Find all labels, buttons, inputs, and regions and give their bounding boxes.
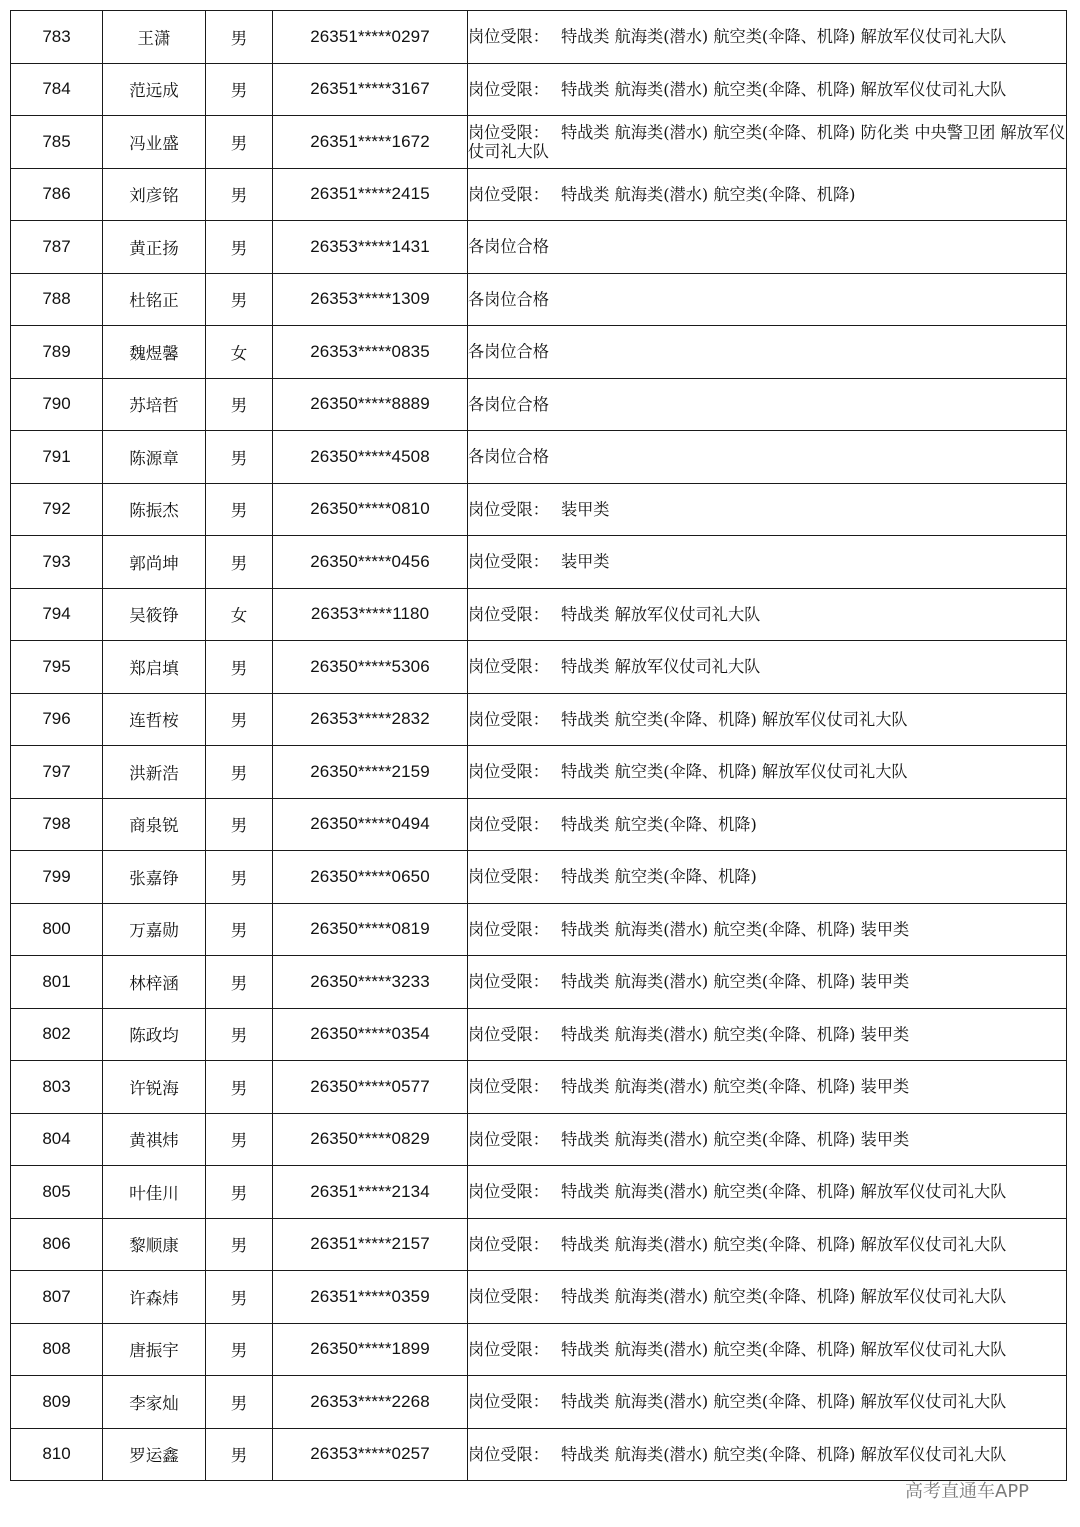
- row-number-cell: 790: [11, 378, 103, 431]
- result-cell: [468, 746, 1067, 799]
- masked-id-cell: 26353*****1431: [273, 221, 468, 274]
- result-detail: 特战类 航空类(伞降、机降) 解放军仪仗司礼大队: [560, 762, 908, 782]
- result-cell: [468, 431, 1067, 484]
- gender-cell: 男: [206, 1218, 273, 1271]
- gender-cell: 女: [206, 588, 273, 641]
- gender-cell: 男: [206, 956, 273, 1009]
- row-number-cell: 802: [11, 1008, 103, 1061]
- row-number-cell: 804: [11, 1113, 103, 1166]
- table-row: [11, 221, 1067, 274]
- result-status: 岗位受限：: [468, 1182, 549, 1202]
- name-cell: 许锐海: [103, 1061, 206, 1114]
- row-number-cell: 783: [11, 11, 103, 64]
- result-detail: 特战类 航海类(潜水) 航空类(伞降、机降) 防化类 中央警卫团 解放军仪仗司礼大队: [468, 122, 1066, 161]
- gender-cell: 男: [206, 273, 273, 326]
- name-cell: 陈政均: [103, 1008, 206, 1061]
- result-status: 各岗位合格: [468, 289, 549, 309]
- result-detail: 特战类 航海类(潜水) 航空类(伞降、机降) 装甲类: [560, 1024, 910, 1044]
- result-cell: [468, 1428, 1067, 1481]
- result-status: 岗位受限：: [468, 184, 549, 204]
- masked-id-cell: 26351*****0297: [273, 11, 468, 64]
- result-status: 岗位受限：: [468, 762, 549, 782]
- result-status: 岗位受限：: [468, 1392, 549, 1412]
- result-cell: [468, 378, 1067, 431]
- table-row: [11, 588, 1067, 641]
- result-cell: [468, 326, 1067, 379]
- masked-id-cell: 26353*****2832: [273, 693, 468, 746]
- table-row: [11, 483, 1067, 536]
- table-row: [11, 536, 1067, 589]
- result-status: 岗位受限：: [468, 79, 549, 99]
- table-row: [11, 63, 1067, 116]
- result-cell: [468, 693, 1067, 746]
- masked-id-cell: 26353*****1309: [273, 273, 468, 326]
- result-status: 岗位受限：: [468, 1024, 549, 1044]
- masked-id-cell: 26353*****0835: [273, 326, 468, 379]
- result-cell: [468, 588, 1067, 641]
- name-cell: 郑启填: [103, 641, 206, 694]
- result-detail: 装甲类: [560, 552, 610, 572]
- gender-cell: 男: [206, 1166, 273, 1219]
- result-cell: [468, 1323, 1067, 1376]
- gender-cell: 男: [206, 851, 273, 904]
- result-status: 岗位受限：: [468, 27, 549, 47]
- masked-id-cell: 26351*****2415: [273, 168, 468, 221]
- name-cell: 商泉锐: [103, 798, 206, 851]
- gender-cell: 男: [206, 1271, 273, 1324]
- row-number-cell: 795: [11, 641, 103, 694]
- name-cell: 王潇: [103, 11, 206, 64]
- result-detail: 特战类 航空类(伞降、机降) 解放军仪仗司礼大队: [560, 709, 908, 729]
- roster-table: [10, 10, 1067, 1481]
- masked-id-cell: 26353*****2268: [273, 1376, 468, 1429]
- result-status: 岗位受限：: [468, 552, 549, 572]
- result-status: 岗位受限：: [468, 972, 549, 992]
- result-status: 岗位受限：: [468, 1287, 549, 1307]
- name-cell: 杜铭正: [103, 273, 206, 326]
- masked-id-cell: 26350*****0456: [273, 536, 468, 589]
- result-status: 各岗位合格: [468, 394, 549, 414]
- gender-cell: 男: [206, 1061, 273, 1114]
- result-detail: 特战类 航海类(潜水) 航空类(伞降、机降) 装甲类: [560, 972, 910, 992]
- result-cell: [468, 168, 1067, 221]
- gender-cell: 男: [206, 221, 273, 274]
- name-cell: 万嘉勋: [103, 903, 206, 956]
- gender-cell: 男: [206, 746, 273, 799]
- gender-cell: 男: [206, 1008, 273, 1061]
- row-number-cell: 786: [11, 168, 103, 221]
- result-status: 岗位受限：: [468, 499, 549, 519]
- row-number-cell: 800: [11, 903, 103, 956]
- result-detail: 特战类 航空类(伞降、机降): [560, 814, 757, 834]
- result-status: 岗位受限：: [468, 709, 549, 729]
- result-detail: 特战类 航海类(潜水) 航空类(伞降、机降) 解放军仪仗司礼大队: [560, 1287, 1007, 1307]
- name-cell: 黄祺炜: [103, 1113, 206, 1166]
- row-number-cell: 801: [11, 956, 103, 1009]
- name-cell: 李家灿: [103, 1376, 206, 1429]
- table-row: [11, 641, 1067, 694]
- gender-cell: 男: [206, 1323, 273, 1376]
- result-detail: 特战类 航海类(潜水) 航空类(伞降、机降) 装甲类: [560, 1077, 910, 1097]
- name-cell: 许森炜: [103, 1271, 206, 1324]
- result-detail: 特战类 航海类(潜水) 航空类(伞降、机降) 解放军仪仗司礼大队: [560, 1444, 1007, 1464]
- row-number-cell: 787: [11, 221, 103, 274]
- result-cell: [468, 641, 1067, 694]
- result-status: 各岗位合格: [468, 342, 549, 362]
- result-detail: 特战类 航海类(潜水) 航空类(伞降、机降) 解放军仪仗司礼大队: [560, 1234, 1007, 1254]
- masked-id-cell: 26350*****0810: [273, 483, 468, 536]
- table-row: [11, 956, 1067, 1009]
- table-row: [11, 1376, 1067, 1429]
- masked-id-cell: 26350*****0650: [273, 851, 468, 904]
- name-cell: 冯业盛: [103, 116, 206, 169]
- result-status: 岗位受限：: [468, 919, 549, 939]
- gender-cell: 男: [206, 693, 273, 746]
- row-number-cell: 808: [11, 1323, 103, 1376]
- result-cell: [468, 11, 1067, 64]
- row-number-cell: 785: [11, 116, 103, 169]
- result-cell: [468, 903, 1067, 956]
- result-status: 岗位受限：: [468, 867, 549, 887]
- roster-table-body: [11, 11, 1067, 1481]
- name-cell: 苏培哲: [103, 378, 206, 431]
- table-row: [11, 1218, 1067, 1271]
- table-row: [11, 273, 1067, 326]
- roster-sheet: [10, 10, 1066, 1481]
- result-cell: [468, 116, 1067, 169]
- result-cell: [468, 1008, 1067, 1061]
- masked-id-cell: 26350*****0494: [273, 798, 468, 851]
- result-cell: [468, 536, 1067, 589]
- result-cell: [468, 1113, 1067, 1166]
- gender-cell: 男: [206, 1376, 273, 1429]
- result-status: 岗位受限：: [468, 122, 549, 142]
- table-row: [11, 851, 1067, 904]
- table-row: [11, 326, 1067, 379]
- table-row: [11, 746, 1067, 799]
- result-detail: 特战类 解放军仪仗司礼大队: [560, 657, 761, 677]
- result-detail: 特战类 航海类(潜水) 航空类(伞降、机降) 装甲类: [560, 919, 910, 939]
- row-number-cell: 794: [11, 588, 103, 641]
- result-cell: [468, 483, 1067, 536]
- result-cell: [468, 1271, 1067, 1324]
- result-cell: [468, 273, 1067, 326]
- masked-id-cell: 26350*****0354: [273, 1008, 468, 1061]
- result-detail: 特战类 航空类(伞降、机降): [560, 867, 757, 887]
- result-detail: 特战类 航海类(潜水) 航空类(伞降、机降): [560, 184, 856, 204]
- row-number-cell: 798: [11, 798, 103, 851]
- masked-id-cell: 26350*****0819: [273, 903, 468, 956]
- result-detail: 特战类 航海类(潜水) 航空类(伞降、机降) 解放军仪仗司礼大队: [560, 1339, 1007, 1359]
- row-number-cell: 789: [11, 326, 103, 379]
- masked-id-cell: 26350*****0577: [273, 1061, 468, 1114]
- table-row: [11, 1323, 1067, 1376]
- row-number-cell: 791: [11, 431, 103, 484]
- result-detail: 特战类 解放军仪仗司礼大队: [560, 604, 761, 624]
- gender-cell: 男: [206, 641, 273, 694]
- name-cell: 张嘉铮: [103, 851, 206, 904]
- result-cell: [468, 1218, 1067, 1271]
- result-detail: 特战类 航海类(潜水) 航空类(伞降、机降) 解放军仪仗司礼大队: [560, 79, 1007, 99]
- gender-cell: 女: [206, 326, 273, 379]
- name-cell: 黄正扬: [103, 221, 206, 274]
- name-cell: 刘彦铭: [103, 168, 206, 221]
- result-detail: 装甲类: [560, 499, 610, 519]
- table-row: [11, 1428, 1067, 1481]
- row-number-cell: 792: [11, 483, 103, 536]
- masked-id-cell: 26351*****1672: [273, 116, 468, 169]
- row-number-cell: 807: [11, 1271, 103, 1324]
- result-status: 岗位受限：: [468, 604, 549, 624]
- table-row: [11, 798, 1067, 851]
- masked-id-cell: 26351*****2134: [273, 1166, 468, 1219]
- masked-id-cell: 26351*****3167: [273, 63, 468, 116]
- result-cell: [468, 63, 1067, 116]
- result-cell: [468, 1166, 1067, 1219]
- table-row: [11, 431, 1067, 484]
- gender-cell: 男: [206, 63, 273, 116]
- gender-cell: 男: [206, 1428, 273, 1481]
- result-cell: [468, 1061, 1067, 1114]
- result-detail: 特战类 航海类(潜水) 航空类(伞降、机降) 解放军仪仗司礼大队: [560, 27, 1007, 47]
- name-cell: 魏煜馨: [103, 326, 206, 379]
- result-detail: 特战类 航海类(潜水) 航空类(伞降、机降) 解放军仪仗司礼大队: [560, 1182, 1007, 1202]
- result-status: 岗位受限：: [468, 1234, 549, 1254]
- result-cell: [468, 851, 1067, 904]
- gender-cell: 男: [206, 11, 273, 64]
- name-cell: 唐振宇: [103, 1323, 206, 1376]
- masked-id-cell: 26350*****3233: [273, 956, 468, 1009]
- name-cell: 范远成: [103, 63, 206, 116]
- masked-id-cell: 26350*****8889: [273, 378, 468, 431]
- masked-id-cell: 26350*****2159: [273, 746, 468, 799]
- table-row: [11, 116, 1067, 169]
- result-detail: 特战类 航海类(潜水) 航空类(伞降、机降) 装甲类: [560, 1129, 910, 1149]
- gender-cell: 男: [206, 536, 273, 589]
- masked-id-cell: 26351*****2157: [273, 1218, 468, 1271]
- result-cell: [468, 798, 1067, 851]
- row-number-cell: 793: [11, 536, 103, 589]
- table-row: [11, 1061, 1067, 1114]
- masked-id-cell: 26350*****4508: [273, 431, 468, 484]
- name-cell: 陈源章: [103, 431, 206, 484]
- table-row: [11, 378, 1067, 431]
- row-number-cell: 806: [11, 1218, 103, 1271]
- gender-cell: 男: [206, 431, 273, 484]
- gender-cell: 男: [206, 903, 273, 956]
- result-status: 各岗位合格: [468, 237, 549, 257]
- result-cell: [468, 956, 1067, 1009]
- result-detail: 特战类 航海类(潜水) 航空类(伞降、机降) 解放军仪仗司礼大队: [560, 1392, 1007, 1412]
- result-status: 岗位受限：: [468, 1339, 549, 1359]
- masked-id-cell: 26350*****0829: [273, 1113, 468, 1166]
- masked-id-cell: 26353*****0257: [273, 1428, 468, 1481]
- result-status: 岗位受限：: [468, 1444, 549, 1464]
- row-number-cell: 810: [11, 1428, 103, 1481]
- masked-id-cell: 26353*****1180: [273, 588, 468, 641]
- result-status: 岗位受限：: [468, 814, 549, 834]
- table-row: [11, 693, 1067, 746]
- row-number-cell: 799: [11, 851, 103, 904]
- name-cell: 洪新浩: [103, 746, 206, 799]
- name-cell: 罗运鑫: [103, 1428, 206, 1481]
- result-status: 岗位受限：: [468, 1077, 549, 1097]
- name-cell: 郭尚坤: [103, 536, 206, 589]
- row-number-cell: 809: [11, 1376, 103, 1429]
- table-row: [11, 168, 1067, 221]
- result-status: 岗位受限：: [468, 657, 549, 677]
- result-cell: [468, 221, 1067, 274]
- row-number-cell: 803: [11, 1061, 103, 1114]
- table-row: [11, 11, 1067, 64]
- row-number-cell: 784: [11, 63, 103, 116]
- table-row: [11, 1166, 1067, 1219]
- row-number-cell: 805: [11, 1166, 103, 1219]
- table-row: [11, 903, 1067, 956]
- gender-cell: 男: [206, 798, 273, 851]
- row-number-cell: 796: [11, 693, 103, 746]
- app-watermark: 高考直通车APP: [905, 1481, 1030, 1502]
- masked-id-cell: 26350*****5306: [273, 641, 468, 694]
- row-number-cell: 797: [11, 746, 103, 799]
- masked-id-cell: 26350*****1899: [273, 1323, 468, 1376]
- row-number-cell: 788: [11, 273, 103, 326]
- gender-cell: 男: [206, 483, 273, 536]
- gender-cell: 男: [206, 116, 273, 169]
- gender-cell: 男: [206, 168, 273, 221]
- table-row: [11, 1271, 1067, 1324]
- result-status: 各岗位合格: [468, 447, 549, 467]
- result-cell: [468, 1376, 1067, 1429]
- name-cell: 吴筱铮: [103, 588, 206, 641]
- table-row: [11, 1008, 1067, 1061]
- name-cell: 黎顺康: [103, 1218, 206, 1271]
- name-cell: 林梓涵: [103, 956, 206, 1009]
- gender-cell: 男: [206, 378, 273, 431]
- masked-id-cell: 26351*****0359: [273, 1271, 468, 1324]
- gender-cell: 男: [206, 1113, 273, 1166]
- name-cell: 陈振杰: [103, 483, 206, 536]
- result-status: 岗位受限：: [468, 1129, 549, 1149]
- name-cell: 连哲桉: [103, 693, 206, 746]
- table-row: [11, 1113, 1067, 1166]
- name-cell: 叶佳川: [103, 1166, 206, 1219]
